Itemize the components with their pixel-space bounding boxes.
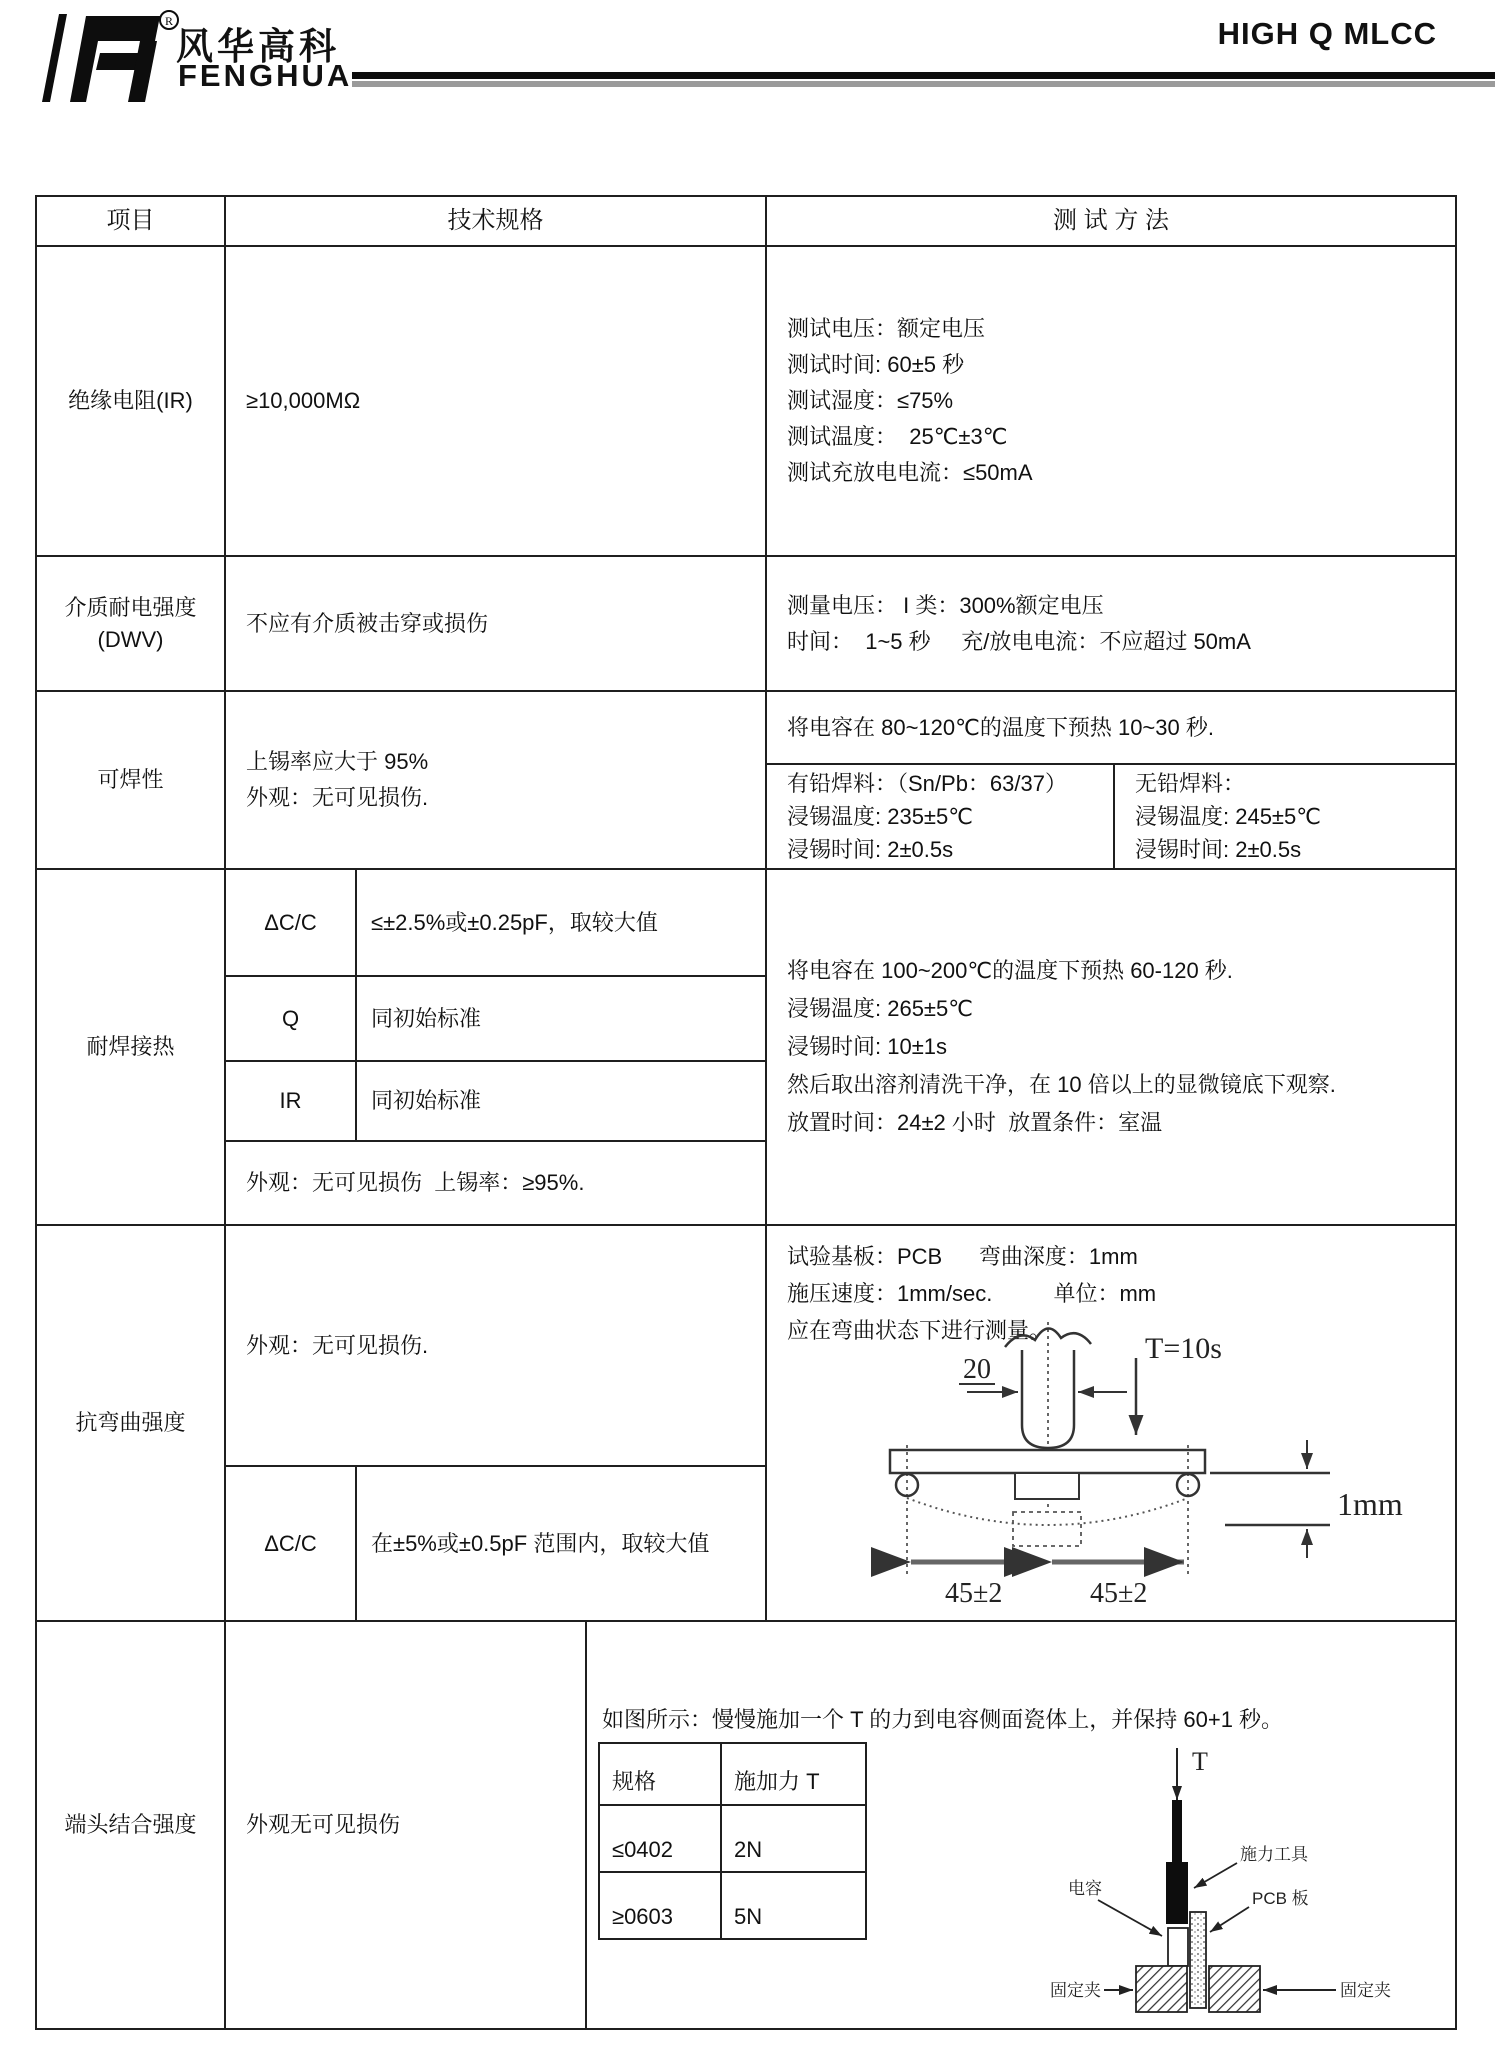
row5-spec-appearance: 外观：无可见损伤. xyxy=(224,1224,767,1467)
row4-param-dcc: ΔC/C xyxy=(224,868,357,977)
row4-method-line: 浸锡温度: 265±5℃ xyxy=(787,996,973,1021)
svg-text:1mm: 1mm xyxy=(1337,1486,1403,1522)
force-tool xyxy=(1172,1800,1182,1862)
header-rule-dark xyxy=(352,72,1495,79)
row6-item: 端头结合强度 xyxy=(35,1620,226,2030)
col-header-method: 测 试 方 法 xyxy=(765,195,1457,247)
svg-text:PCB 板: PCB 板 xyxy=(1252,1889,1309,1908)
row3-spec: 上锡率应大于 95% 外观：无可见损伤. xyxy=(224,690,767,870)
col-header-item: 项目 xyxy=(35,195,226,247)
row2-item: 介质耐电强度 (DWV) xyxy=(35,555,226,692)
pcb-strip xyxy=(1190,1912,1206,2008)
row1-item: 绝缘电阻(IR) xyxy=(35,245,226,557)
svg-text:T: T xyxy=(1192,1747,1208,1776)
row4-value-ir: 同初始标准 xyxy=(355,1060,767,1142)
row5-item: 抗弯曲强度 xyxy=(35,1224,226,1622)
row4-item: 耐焊接热 xyxy=(35,868,226,1226)
row4-value-q: 同初始标准 xyxy=(355,975,767,1062)
clamp-right xyxy=(1209,1966,1260,2012)
row5-method-line: 施压速度：1mm/sec. 单位：mm xyxy=(787,1281,1157,1306)
row2-method-line: 测量电压： I 类：300%额定电压 xyxy=(787,592,1104,618)
row6-method-intro: 如图所示：慢慢施加一个 T 的力到电容侧面瓷体上，并保持 60+1 秒。 xyxy=(602,1707,1284,1732)
row4-method-line: 浸锡时间: 10±1s xyxy=(787,1034,948,1059)
row3-item: 可焊性 xyxy=(35,690,226,870)
brand-name-en: FENGHUA xyxy=(178,58,353,93)
row5-param-dcc: ΔC/C xyxy=(224,1465,357,1622)
row4-method-line: 然后取出溶剂清洗干净，在 10 倍以上的显微镜底下观察. xyxy=(787,1072,1336,1097)
force-table-row: ≤0402 2N xyxy=(599,1805,866,1872)
bond-strength-diagram xyxy=(1040,1742,1440,2022)
row4-value-dcc: ≤±2.5%或±0.25pF，取较大值 xyxy=(355,868,767,977)
page-title: HIGH Q MLCC xyxy=(1217,16,1437,51)
row4-method-line: 放置时间：24±2 小时 放置条件：室温 xyxy=(787,1110,1163,1135)
svg-text:T=10s: T=10s xyxy=(1145,1332,1222,1365)
svg-text:电容: 电容 xyxy=(1068,1879,1102,1898)
row1-method-line: 测试电压：额定电压 xyxy=(787,316,986,341)
row1-method xyxy=(765,245,1457,557)
pcb-board xyxy=(890,1450,1205,1473)
svg-text:固定夹: 固定夹 xyxy=(1340,1981,1391,2000)
row3-method-leaded-solder: 有铅焊料：（Sn/Pb：63/37） 浸锡温度: 235±5℃ 浸锡时间: 2±0.5s xyxy=(765,763,1115,870)
row1-spec: ≥10,000MΩ xyxy=(224,245,767,557)
row3-method-preheat: 将电容在 80~120℃的温度下预热 10~30 秒. xyxy=(765,690,1457,765)
row4-spec-footer: 外观：无可见损伤 上锡率：≥95%. xyxy=(224,1140,767,1226)
svg-text:45±2: 45±2 xyxy=(945,1578,1003,1609)
force-table-header-force: 施加力 T xyxy=(721,1743,866,1805)
force-table-header-spec: 规格 xyxy=(599,1743,721,1805)
svg-text:施力工具: 施力工具 xyxy=(1240,1845,1308,1864)
support-left xyxy=(896,1474,918,1496)
row2-spec: 不应有介质被击穿或损伤 xyxy=(224,555,767,692)
row1-method-line: 测试充放电电流：≤50mA xyxy=(787,460,1033,485)
force-table-header-row xyxy=(599,1743,866,1805)
row4-param-ir: IR xyxy=(224,1060,357,1142)
force-tool xyxy=(1166,1862,1188,1924)
row4-method xyxy=(765,868,1457,1226)
clamp-left xyxy=(1136,1966,1187,2012)
row5-value-dcc: 在±5%或±0.5pF 范围内，取较大值 xyxy=(355,1465,767,1622)
page-header xyxy=(0,0,1495,110)
brand-name-cn: 风华高科 xyxy=(176,26,340,67)
row6-spec: 外观无可见损伤 xyxy=(224,1620,587,2030)
row5-method-line: 应在弯曲状态下进行测量。 xyxy=(787,1318,1052,1343)
svg-text:20: 20 xyxy=(963,1354,991,1385)
svg-text:固定夹: 固定夹 xyxy=(1050,1981,1101,2000)
row4-param-q: Q xyxy=(224,975,357,1062)
row1-method-line: 测试时间: 60±5 秒 xyxy=(787,352,965,377)
capacitor xyxy=(1168,1928,1188,1966)
fenghua-logo-icon xyxy=(28,4,188,110)
header-rule-light xyxy=(352,81,1495,87)
row2-method-line: 时间： 1~5 秒 充/放电电流：不应超过 50mA xyxy=(787,628,1251,654)
col-header-spec: 技术规格 xyxy=(224,195,767,247)
row3-method-leadfree-solder: 无铅焊料： 浸锡温度: 245±5℃ 浸锡时间: 2±0.5s xyxy=(1113,763,1457,870)
row1-method-line: 测试温度： 25℃±3℃ xyxy=(787,424,1008,449)
registered-mark: R xyxy=(164,14,174,28)
force-table xyxy=(598,1742,867,1940)
bend-test-diagram xyxy=(855,1310,1435,1615)
force-table-row: ≥0603 5N xyxy=(599,1872,866,1939)
capacitor xyxy=(1015,1473,1079,1499)
row4-method-line: 将电容在 100~200℃的温度下预热 60-120 秒. xyxy=(787,958,1233,983)
svg-text:45±2: 45±2 xyxy=(1090,1578,1148,1609)
support-right xyxy=(1177,1474,1199,1496)
row1-method-line: 测试湿度：≤75% xyxy=(787,388,954,413)
row5-method-line: 试验基板：PCB 弯曲深度：1mm xyxy=(787,1244,1138,1269)
row2-method xyxy=(765,555,1457,692)
